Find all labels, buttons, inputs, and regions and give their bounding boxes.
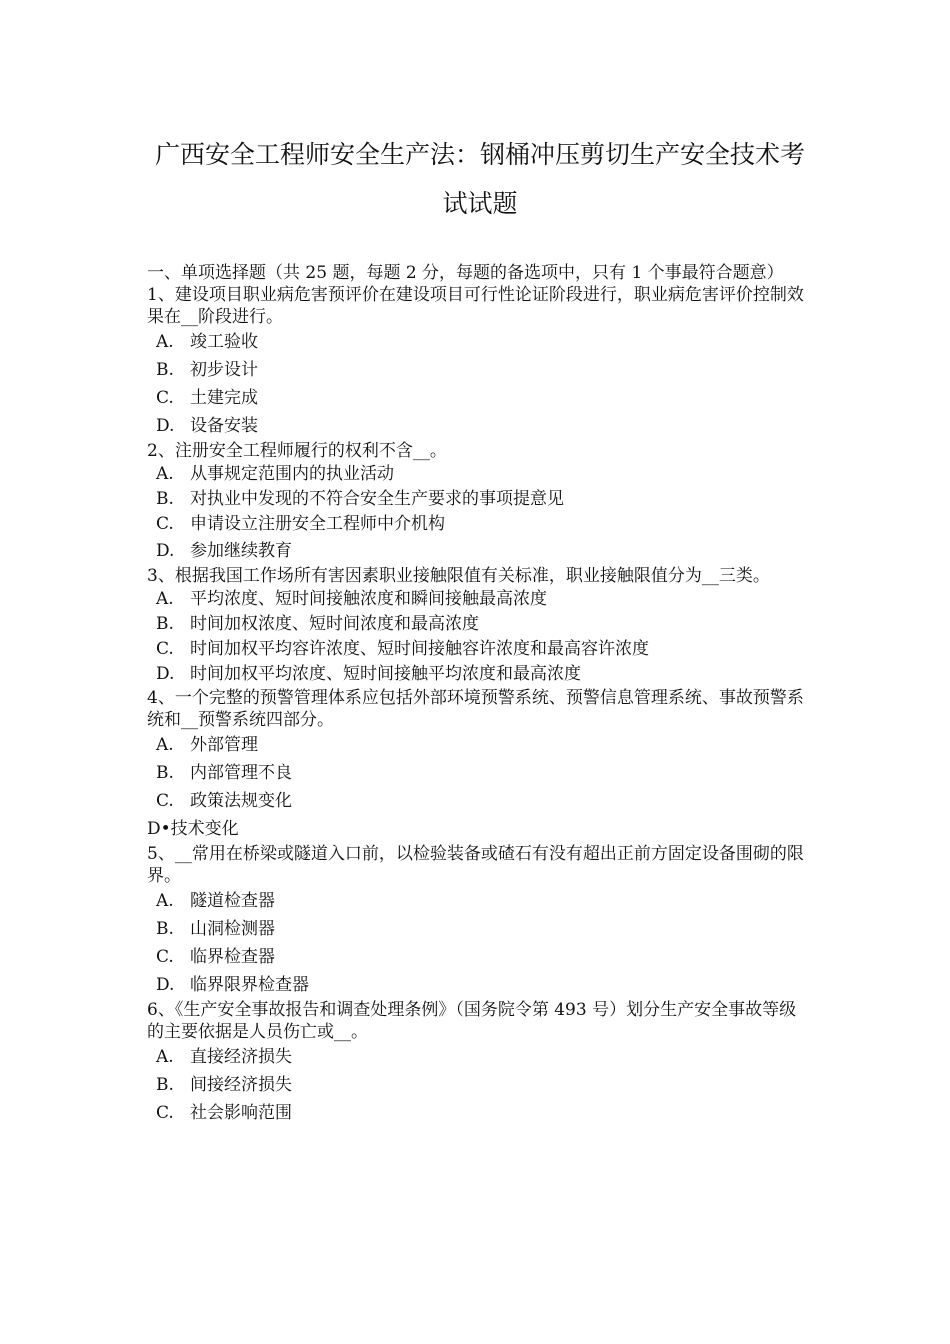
document-title-line-1: 广西安全工程师安全生产法：钢桶冲压剪切生产安全技术考 [154,140,805,169]
question-stem: 5、__常用在桥梁或隧道入口前，以检验装备或碴石有没有超出正前方固定设备围砌的限界。 [147,844,804,886]
option-a [147,1043,812,1071]
option-text: 技术变化 [170,819,239,839]
option-text: 时间加权平均容许浓度、短时间接触容许浓度和最高容许浓度 [190,639,649,659]
option-c [147,787,812,815]
option-letter: D. [156,664,175,684]
option-text: 对执业中发现的不符合安全生产要求的事项提意见 [190,489,564,509]
option-letter: A. [156,891,174,911]
option-letter: B. [156,489,174,509]
option-d [147,971,812,999]
question-stem: 4、一个完整的预警管理体系应包括外部环境预警系统、预警信息管理系统、事故预警系统和__预警系统四部分。 [147,688,804,730]
option-text: 参加继续教育 [190,541,292,561]
question-stem: 6、《生产安全事故报告和调查处理条例》（国务院令第 493 号）划分生产安全事故等级的主要依据是人员伤亡或__。 [147,1000,797,1042]
option-letter: C. [156,1103,174,1123]
option-letter: B. [156,360,174,380]
option-letter: C. [156,947,174,967]
option-c [147,512,812,537]
option-text: 临界检查器 [190,947,275,967]
option-d [147,815,812,843]
option-letter: B. [156,919,174,939]
option-a [147,462,812,487]
option-c [147,943,812,971]
option-b [147,759,812,787]
question-5 [147,843,812,999]
question-1 [147,284,812,440]
option-letter: A. [156,332,174,352]
option-letter: D. [156,975,175,995]
option-letter: B. [156,763,174,783]
document-title-line-2: 试试题 [442,189,518,218]
option-a [147,887,812,915]
option-a [147,587,812,612]
option-d [147,537,812,565]
option-text: 竣工验收 [190,332,258,352]
option-text: 外部管理 [190,735,258,755]
option-text: 隧道检查器 [190,891,275,911]
option-b [147,1071,812,1099]
question-3 [147,565,812,687]
option-text: 临界限界检查器 [190,975,309,995]
option-c [147,637,812,662]
question-section [147,262,812,1127]
option-c [147,384,812,412]
option-text: 内部管理不良 [190,763,292,783]
option-text: 平均浓度、短时间接触浓度和瞬间接触最高浓度 [190,589,547,609]
question-stem: 3、根据我国工作场所有害因素职业接触限值有关标准，职业接触限值分为__三类。 [147,566,770,586]
option-letter: D. [156,416,175,436]
option-letter: A. [156,464,174,484]
question-4 [147,687,812,843]
question-stem: 1、建设项目职业病危害预评价在建设项目可行性论证阶段进行，职业病危害评价控制效果在__阶段进行。 [147,285,804,327]
option-text: 政策法规变化 [190,791,292,811]
option-letter: C. [156,514,174,534]
option-text: 山洞检测器 [190,919,275,939]
option-letter: B. [156,1075,174,1095]
question-2 [147,440,812,565]
option-a [147,328,812,356]
option-text: 土建完成 [190,388,258,408]
option-text: 间接经济损失 [190,1075,292,1095]
option-text: 设备安装 [190,416,258,436]
option-letter: C. [156,388,174,408]
option-letter: C. [156,639,174,659]
option-text: 初步设计 [190,360,258,380]
option-a [147,731,812,759]
option-letter: A. [156,589,174,609]
option-letter: D• [147,819,171,839]
option-text: 社会影响范围 [190,1103,292,1123]
option-text: 直接经济损失 [190,1047,292,1067]
option-text: 申请设立注册安全工程师中介机构 [190,514,445,534]
option-b [147,356,812,384]
option-b [147,487,812,512]
option-b [147,915,812,943]
option-letter: B. [156,614,174,634]
option-letter: A. [156,735,174,755]
section-heading: 一、单项选择题（共 25 题，每题 2 分，每题的备选项中，只有 1 个事最符合题意） [147,263,784,283]
option-letter: C. [156,791,174,811]
option-d [147,662,812,687]
question-stem: 2、注册安全工程师履行的权利不含__。 [147,441,447,461]
option-text: 时间加权平均浓度、短时间接触平均浓度和最高浓度 [190,664,581,684]
option-letter: D. [156,541,175,561]
question-6 [147,999,812,1127]
option-c [147,1099,812,1127]
option-text: 从事规定范围内的执业活动 [190,464,394,484]
option-b [147,612,812,637]
option-letter: A. [156,1047,174,1067]
option-d [147,412,812,440]
option-text: 时间加权浓度、短时间浓度和最高浓度 [190,614,479,634]
